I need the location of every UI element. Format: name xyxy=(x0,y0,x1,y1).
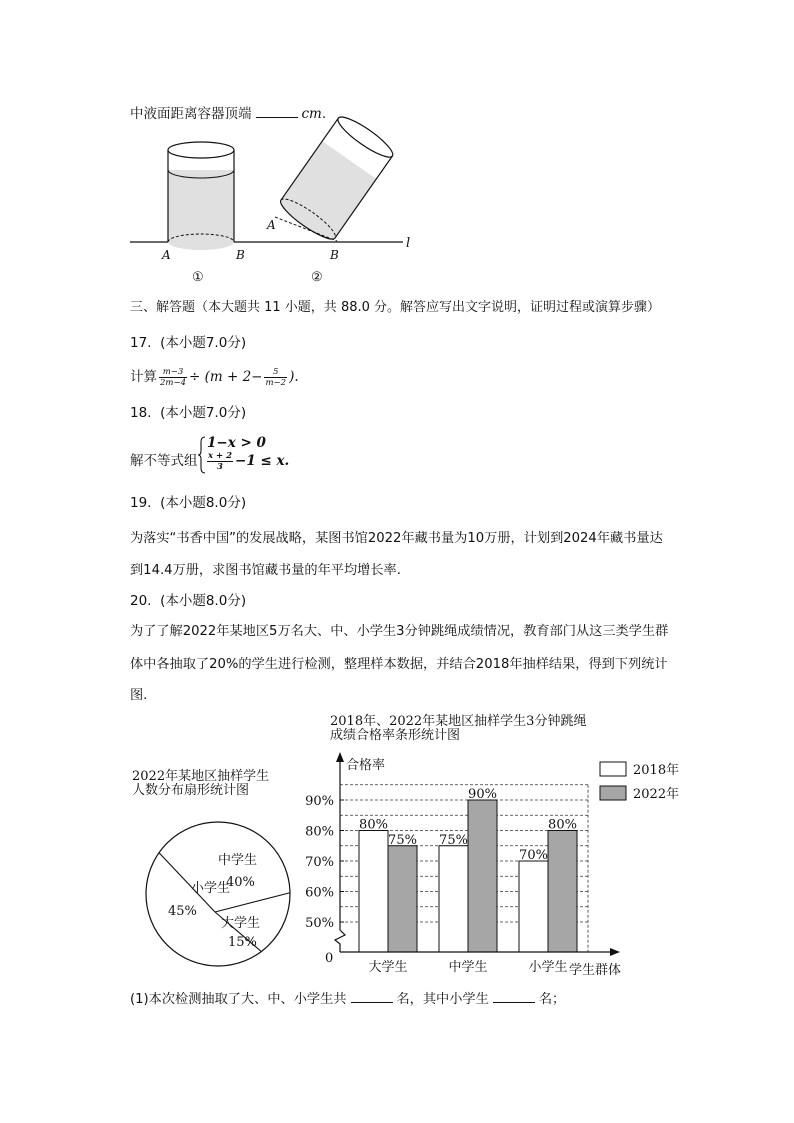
q18-line2-rest: −1 ≤ x xyxy=(235,453,285,469)
y-tick-label: 90% xyxy=(305,794,334,809)
x-category-label: 大学生 xyxy=(368,960,408,975)
bar-data-label: 75% xyxy=(439,832,468,848)
q17-frac2-denominator: m−2 xyxy=(265,377,287,388)
q19-text-line1: 为落实“书香中国”的发展战略，某图书馆2022年藏书量为10万册，计划到2024年藏书量达 xyxy=(130,531,663,546)
q20-sub1-mid: 名，其中小学生 xyxy=(396,992,489,1007)
q20-score: (本小题8.0分) xyxy=(160,593,247,609)
bar-data-label: 70% xyxy=(519,848,548,863)
bar-origin-label: 0 xyxy=(325,951,334,966)
bar-中学生-2018年 xyxy=(439,846,468,952)
q17-fraction-2 xyxy=(264,367,287,388)
q20-sub1-blank-total[interactable] xyxy=(351,989,393,1003)
pie-label-name-small: 小学生 xyxy=(191,881,231,896)
x-category-label: 小学生 xyxy=(528,960,568,975)
fig1-label-b: B xyxy=(236,248,245,262)
q20-sub1-end: 名； xyxy=(538,992,566,1007)
q20-text-line3: 图. xyxy=(130,688,148,703)
q18-frac-denominator: 3 xyxy=(217,462,223,472)
bar-xlabel: 学生群体 xyxy=(569,963,622,978)
q18-end: . xyxy=(284,453,290,469)
y-tick-label: 70% xyxy=(305,855,334,870)
q20-sub1-blank-primary[interactable] xyxy=(493,989,535,1003)
q17-number: 17. xyxy=(130,335,152,351)
bar-data-label: 80% xyxy=(359,817,388,833)
q17-frac2-numerator: 5 xyxy=(264,367,287,378)
y-tick-label: 80% xyxy=(305,824,334,840)
q17-frac1-denominator: 2m−4 xyxy=(160,377,186,388)
bar-大学生-2018年 xyxy=(359,831,388,953)
fig1-number: ① xyxy=(192,270,204,285)
bar-小学生-2022年 xyxy=(548,831,577,953)
q17-frac1-numerator: m−3 xyxy=(159,367,187,378)
bar-title-line1: 2018年、2022年某地区抽样学生3分钟跳绳 xyxy=(330,714,587,729)
bar-chart xyxy=(305,708,690,980)
q17-expression xyxy=(130,364,299,390)
line-label: l xyxy=(406,236,411,251)
intro-unit: cm xyxy=(301,106,322,122)
fig2-label-b: B xyxy=(330,248,339,262)
legend-label-2018年: 2018年 xyxy=(633,763,680,778)
intro-line xyxy=(130,104,326,123)
q19-header xyxy=(130,494,246,512)
x-category-label: 中学生 xyxy=(448,960,488,975)
pie-label-name-middle: 中学生 xyxy=(218,853,258,868)
q19-score: (本小题8.0分) xyxy=(160,495,247,511)
fig2-number: ② xyxy=(311,270,323,285)
q20-text-line2: 体中各抽取了20%的学生进行检测，整理样本数据，并结合2018年抽样结果，得到下列统计 xyxy=(130,657,668,672)
y-axis-break xyxy=(335,930,345,952)
section-header: 三、解答题（本大题共 11 小题，共 88.0 分。解答应写出文字说明，证明过程或演算步骤） xyxy=(130,300,661,315)
q17-prefix: 计算 xyxy=(130,369,157,385)
q20-sub1-prefix: (1)本次检测抽取了大、中、小学生共 xyxy=(130,992,347,1007)
q18-line2 xyxy=(205,450,289,472)
answer-blank[interactable] xyxy=(256,104,298,118)
pie-title-line2: 人数分布扇形统计图 xyxy=(132,783,250,798)
fig2-label-a: A xyxy=(267,218,276,232)
pie-label-name-university: 大学生 xyxy=(221,916,261,931)
q20-number: 20. xyxy=(130,593,152,609)
q18-score: (本小题7.0分) xyxy=(160,405,247,421)
bar-小学生-2018年 xyxy=(519,861,548,952)
pie-label-value-small: 45% xyxy=(168,904,197,919)
bar-中学生-2022年 xyxy=(468,800,497,952)
q19-text-line2: 到14.4万册，求图书馆藏书量的年平均增长率. xyxy=(130,563,401,578)
pie-label-value-middle: 40% xyxy=(226,875,255,890)
bar-大学生-2022年 xyxy=(388,846,417,952)
q18-frac-numerator: x + 2 xyxy=(208,451,233,461)
q17-operator: ÷ (m + 2− xyxy=(189,369,263,385)
y-tick-label: 50% xyxy=(305,916,334,931)
q17-score: (本小题7.0分) xyxy=(160,335,247,351)
x-axis-arrow xyxy=(610,948,620,956)
q18-prefix: 解不等式组 xyxy=(130,453,198,469)
cylinder-figure xyxy=(125,135,425,290)
y-axis-arrow xyxy=(336,752,344,762)
bar-data-label: 80% xyxy=(548,817,577,833)
pie-chart xyxy=(128,764,298,974)
q18-number: 18. xyxy=(130,405,152,421)
pie-title-line1: 2022年某地区抽样学生 xyxy=(132,769,270,784)
cylinder-upright xyxy=(168,142,234,250)
legend-swatch-2022年 xyxy=(600,786,626,800)
intro-text: 中液面距离容器顶端 xyxy=(130,106,252,122)
intro-end: . xyxy=(321,106,327,122)
bar-data-label: 75% xyxy=(388,832,417,848)
q20-sub1 xyxy=(130,989,565,1009)
bar-data-label: 90% xyxy=(468,787,497,802)
legend-swatch-2018年 xyxy=(600,762,626,776)
q18-header xyxy=(130,404,246,422)
y-tick-label: 60% xyxy=(305,885,334,901)
q20-header xyxy=(130,592,246,610)
q18-line1: 1−x > 0 xyxy=(207,435,266,451)
q19-number: 19. xyxy=(130,495,152,511)
fig1-label-a: A xyxy=(162,248,171,262)
q17-suffix: ). xyxy=(289,369,299,385)
q20-text-line1: 为了了解2022年某地区5万名大、中、小学生3分钟跳绳成绩情况，教育部门从这三类学生群 xyxy=(130,624,669,639)
bar-title-line2: 成绩合格率条形统计图 xyxy=(330,728,461,743)
pie-label-value-university: 15% xyxy=(228,935,257,950)
legend-label-2022年: 2022年 xyxy=(633,787,680,802)
q17-header xyxy=(130,334,246,352)
q17-fraction-1 xyxy=(159,367,187,388)
q18-fraction xyxy=(207,451,233,472)
bar-ylabel: 合格率 xyxy=(346,758,386,773)
